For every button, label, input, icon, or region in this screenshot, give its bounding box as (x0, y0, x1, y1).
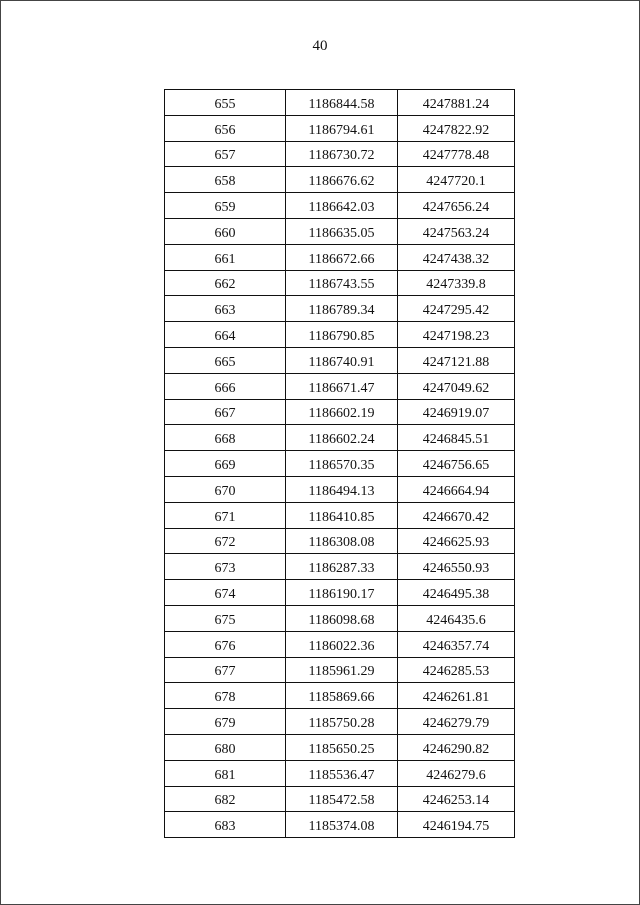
table-row (165, 683, 515, 709)
x-coordinate-cell: 1185961.29 (286, 657, 398, 683)
table-row (165, 322, 515, 348)
table-row (165, 709, 515, 735)
y-coordinate-cell: 4247822.92 (398, 115, 515, 141)
table-row (165, 90, 515, 116)
x-coordinate-cell: 1186494.13 (286, 476, 398, 502)
x-coordinate-cell: 1186743.55 (286, 270, 398, 296)
x-coordinate-cell: 1186635.05 (286, 218, 398, 244)
x-coordinate-cell: 1186602.24 (286, 425, 398, 451)
y-coordinate-cell: 4246194.75 (398, 812, 515, 838)
point-number-cell: 674 (165, 580, 286, 606)
x-coordinate-cell: 1185472.58 (286, 786, 398, 812)
coordinates-table (164, 89, 515, 838)
point-number-cell: 679 (165, 709, 286, 735)
y-coordinate-cell: 4246285.53 (398, 657, 515, 683)
table-row (165, 193, 515, 219)
y-coordinate-cell: 4246253.14 (398, 786, 515, 812)
y-coordinate-cell: 4246495.38 (398, 580, 515, 606)
x-coordinate-cell: 1186287.33 (286, 554, 398, 580)
x-coordinate-cell: 1186190.17 (286, 580, 398, 606)
table-row (165, 580, 515, 606)
point-number-cell: 664 (165, 322, 286, 348)
x-coordinate-cell: 1185374.08 (286, 812, 398, 838)
table-row (165, 502, 515, 528)
point-number-cell: 669 (165, 451, 286, 477)
table-row (165, 296, 515, 322)
point-number-cell: 675 (165, 605, 286, 631)
y-coordinate-cell: 4246435.6 (398, 605, 515, 631)
y-coordinate-cell: 4247438.32 (398, 244, 515, 270)
page-number: 40 (312, 38, 328, 54)
x-coordinate-cell: 1186790.85 (286, 322, 398, 348)
y-coordinate-cell: 4247720.1 (398, 167, 515, 193)
y-coordinate-cell: 4246756.65 (398, 451, 515, 477)
point-number-cell: 680 (165, 734, 286, 760)
table-row (165, 270, 515, 296)
table-row (165, 167, 515, 193)
y-coordinate-cell: 4247295.42 (398, 296, 515, 322)
table-row (165, 347, 515, 373)
x-coordinate-cell: 1186794.61 (286, 115, 398, 141)
table-row (165, 218, 515, 244)
x-coordinate-cell: 1186642.03 (286, 193, 398, 219)
y-coordinate-cell: 4246550.93 (398, 554, 515, 580)
table-row (165, 554, 515, 580)
table-row (165, 373, 515, 399)
x-coordinate-cell: 1186308.08 (286, 528, 398, 554)
point-number-cell: 677 (165, 657, 286, 683)
point-number-cell: 659 (165, 193, 286, 219)
point-number-cell: 661 (165, 244, 286, 270)
x-coordinate-cell: 1186672.66 (286, 244, 398, 270)
point-number-cell: 672 (165, 528, 286, 554)
y-coordinate-cell: 4247881.24 (398, 90, 515, 116)
y-coordinate-cell: 4247563.24 (398, 218, 515, 244)
y-coordinate-cell: 4247656.24 (398, 193, 515, 219)
y-coordinate-cell: 4246261.81 (398, 683, 515, 709)
point-number-cell: 683 (165, 812, 286, 838)
point-number-cell: 668 (165, 425, 286, 451)
table-row (165, 399, 515, 425)
point-number-cell: 682 (165, 786, 286, 812)
point-number-cell: 657 (165, 141, 286, 167)
x-coordinate-cell: 1186410.85 (286, 502, 398, 528)
point-number-cell: 667 (165, 399, 286, 425)
x-coordinate-cell: 1186602.19 (286, 399, 398, 425)
table-row (165, 476, 515, 502)
y-coordinate-cell: 4246919.07 (398, 399, 515, 425)
x-coordinate-cell: 1185650.25 (286, 734, 398, 760)
y-coordinate-cell: 4246357.74 (398, 631, 515, 657)
x-coordinate-cell: 1185536.47 (286, 760, 398, 786)
y-coordinate-cell: 4246670.42 (398, 502, 515, 528)
table-row (165, 425, 515, 451)
y-coordinate-cell: 4246279.79 (398, 709, 515, 735)
y-coordinate-cell: 4247778.48 (398, 141, 515, 167)
y-coordinate-cell: 4246279.6 (398, 760, 515, 786)
point-number-cell: 656 (165, 115, 286, 141)
table-row (165, 528, 515, 554)
point-number-cell: 671 (165, 502, 286, 528)
y-coordinate-cell: 4247121.88 (398, 347, 515, 373)
x-coordinate-cell: 1186844.58 (286, 90, 398, 116)
table-row (165, 451, 515, 477)
x-coordinate-cell: 1185750.28 (286, 709, 398, 735)
table-row (165, 786, 515, 812)
table-row (165, 141, 515, 167)
x-coordinate-cell: 1186022.36 (286, 631, 398, 657)
point-number-cell: 676 (165, 631, 286, 657)
point-number-cell: 673 (165, 554, 286, 580)
x-coordinate-cell: 1185869.66 (286, 683, 398, 709)
x-coordinate-cell: 1186570.35 (286, 451, 398, 477)
x-coordinate-cell: 1186730.72 (286, 141, 398, 167)
y-coordinate-cell: 4247339.8 (398, 270, 515, 296)
coordinates-table-body (165, 90, 515, 838)
point-number-cell: 663 (165, 296, 286, 322)
x-coordinate-cell: 1186098.68 (286, 605, 398, 631)
y-coordinate-cell: 4246845.51 (398, 425, 515, 451)
table-row (165, 657, 515, 683)
y-coordinate-cell: 4246625.93 (398, 528, 515, 554)
table-row (165, 812, 515, 838)
table-row (165, 734, 515, 760)
point-number-cell: 670 (165, 476, 286, 502)
y-coordinate-cell: 4246290.82 (398, 734, 515, 760)
table-row (165, 115, 515, 141)
point-number-cell: 660 (165, 218, 286, 244)
point-number-cell: 665 (165, 347, 286, 373)
y-coordinate-cell: 4247049.62 (398, 373, 515, 399)
y-coordinate-cell: 4247198.23 (398, 322, 515, 348)
x-coordinate-cell: 1186789.34 (286, 296, 398, 322)
table-row (165, 631, 515, 657)
table-row (165, 244, 515, 270)
point-number-cell: 658 (165, 167, 286, 193)
x-coordinate-cell: 1186740.91 (286, 347, 398, 373)
point-number-cell: 666 (165, 373, 286, 399)
table-row (165, 605, 515, 631)
y-coordinate-cell: 4246664.94 (398, 476, 515, 502)
x-coordinate-cell: 1186676.62 (286, 167, 398, 193)
point-number-cell: 678 (165, 683, 286, 709)
point-number-cell: 681 (165, 760, 286, 786)
point-number-cell: 662 (165, 270, 286, 296)
x-coordinate-cell: 1186671.47 (286, 373, 398, 399)
point-number-cell: 655 (165, 90, 286, 116)
table-row (165, 760, 515, 786)
